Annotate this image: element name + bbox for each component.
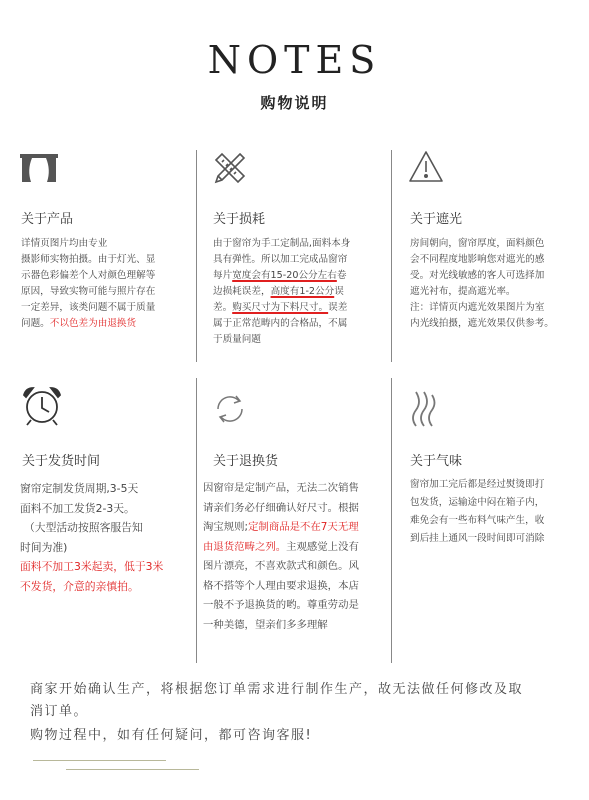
shipping-red-1: 面料不加工3米起卖，低于3米 — [20, 560, 164, 573]
footer-line-2: 消订单。 — [30, 704, 89, 719]
shipping-line-2: 面料不加工发货2-3天。 — [20, 501, 135, 515]
product-red-note: 不以色差为由退换货 — [49, 318, 137, 329]
smell-heading: 关于气味 — [410, 454, 463, 469]
loss-line-3 — [213, 268, 350, 284]
loss-line-6: 属于正常范畴内的合格品，不属 — [213, 318, 348, 329]
shipping-line-1: 窗帘定制发货周期,3-5天 — [20, 482, 139, 495]
product-line-1: 详情页图片均由专业 — [21, 238, 108, 249]
loss-line-4 — [213, 284, 350, 300]
shading-line-2: 会不同程度地影响您对遮光的感 — [410, 254, 545, 265]
page-title: NOTES — [207, 38, 382, 82]
curtain-icon — [19, 152, 59, 188]
returns-line-5: 图片漂亮，不喜欢款式和颜色。风 — [203, 560, 359, 572]
returns-line-4b: 主观感觉上没有 — [286, 540, 359, 553]
loss-line-4c: 误 — [334, 286, 344, 297]
returns-line-2: 请亲们务必仔细确认好尺寸。根据 — [203, 501, 359, 514]
loss-line-5 — [213, 300, 350, 316]
shading-heading: 关于遮光 — [410, 212, 463, 227]
loss-size-note: 购买尺寸为下料尺寸。 — [232, 302, 329, 313]
product-line-5: 一定差异，该类问题不属于质量 — [21, 302, 156, 313]
returns-text — [203, 479, 359, 635]
ruler-pencil-icon — [212, 150, 248, 190]
shading-line-3: 受。对光线敏感的客人可选择加 — [410, 270, 545, 281]
loss-line-7: 于质量问题 — [213, 334, 261, 345]
product-line-2: 摄影师实物拍摄。由于灯光、显 — [21, 254, 156, 265]
loss-line-5c: 误差 — [328, 302, 348, 313]
alarm-clock-icon — [20, 385, 64, 431]
product-heading: 关于产品 — [21, 212, 74, 227]
smell-line-1: 窗帘加工完后都是经过熨烫即打 — [410, 479, 545, 490]
loss-line-3a: 每片 — [213, 270, 233, 281]
loss-line-4a: 边损耗误差， — [213, 286, 271, 297]
loss-width-tolerance: 宽度会有15-20公分左右 — [232, 270, 337, 281]
shipping-line-4: 时间为准) — [20, 540, 68, 554]
returns-line-6: 格不搭等个人理由要求退换，本店 — [203, 579, 359, 592]
loss-line-5a: 差。 — [213, 302, 233, 313]
footer-line-3: 购物过程中，如有任何疑问，都可咨询客服! — [30, 728, 313, 743]
shipping-text — [20, 479, 163, 596]
returns-line-8: 一种美德，望亲们多多理解 — [203, 618, 328, 631]
returns-heading: 关于退换货 — [213, 454, 279, 469]
smell-line-2: 包发货，运输途中闷在箱子内， — [410, 497, 545, 508]
loss-heading: 关于损耗 — [213, 212, 266, 227]
column-divider-4 — [391, 378, 392, 663]
refresh-icon — [212, 392, 248, 430]
shading-line-6: 内光线拍摄，遮光效果仅供参考。 — [410, 318, 554, 329]
column-divider-3 — [196, 378, 197, 663]
smell-line-3: 难免会有一些布料气味产生，收 — [410, 515, 545, 526]
product-line-3: 示器色彩偏差个人对颜色理解等 — [21, 270, 156, 281]
footer-divider-top — [33, 760, 166, 761]
footer-line-1: 商家开始确认生产，将根据您订单需求进行制作生产，故无法做任何修改及取 — [30, 682, 524, 697]
returns-line-4 — [203, 538, 359, 558]
shipping-red-2: 不发货，介意的亲慎拍。 — [20, 579, 139, 593]
loss-line-1: 由于窗帘为手工定制品,面料本身 — [213, 238, 351, 249]
returns-red-2: 由退货范畴之列。 — [203, 540, 287, 553]
loss-line-3c: 卷 — [336, 270, 347, 281]
column-divider-1 — [196, 150, 197, 362]
product-line-6 — [21, 316, 155, 332]
footer-divider-bottom — [66, 769, 199, 770]
smell-line-4: 到后挂上通风一段时间即可消除 — [410, 533, 545, 544]
loss-height-tolerance: 高度有1-2公分 — [270, 286, 335, 297]
smell-text — [410, 476, 544, 548]
warning-icon — [408, 150, 444, 188]
loss-text — [213, 236, 350, 348]
product-text — [21, 236, 155, 332]
page-subtitle: 购物说明 — [260, 94, 329, 112]
shading-line-1: 房间朝向，窗帘厚度，面料颜色 — [410, 238, 545, 249]
returns-line-3 — [203, 518, 359, 538]
returns-line-3a: 淘宝规则; — [203, 521, 249, 533]
returns-line-7: 一般不予退换货的哟。尊重劳动是 — [203, 599, 359, 611]
product-line-4: 原因，导致实物可能与照片存在 — [21, 286, 156, 297]
smoke-icon — [408, 388, 438, 432]
shipping-line-3: （大型活动按照客服告知 — [24, 521, 143, 534]
shading-line-4: 遮光衬布，提高遮光率。 — [410, 286, 516, 297]
loss-line-2: 具有弹性。所以加工完成品窗帘 — [213, 254, 348, 265]
shading-line-5: 注：详情页内遮光效果图片为室 — [410, 302, 545, 313]
returns-line-1: 因窗帘是定制产品，无法二次销售 — [203, 482, 359, 494]
returns-red-1: 定制商品是不在7天无理 — [248, 521, 359, 533]
product-line-6-text: 问题。 — [21, 318, 50, 329]
shading-text — [410, 236, 554, 332]
shipping-heading: 关于发货时间 — [22, 454, 101, 469]
column-divider-2 — [391, 150, 392, 362]
